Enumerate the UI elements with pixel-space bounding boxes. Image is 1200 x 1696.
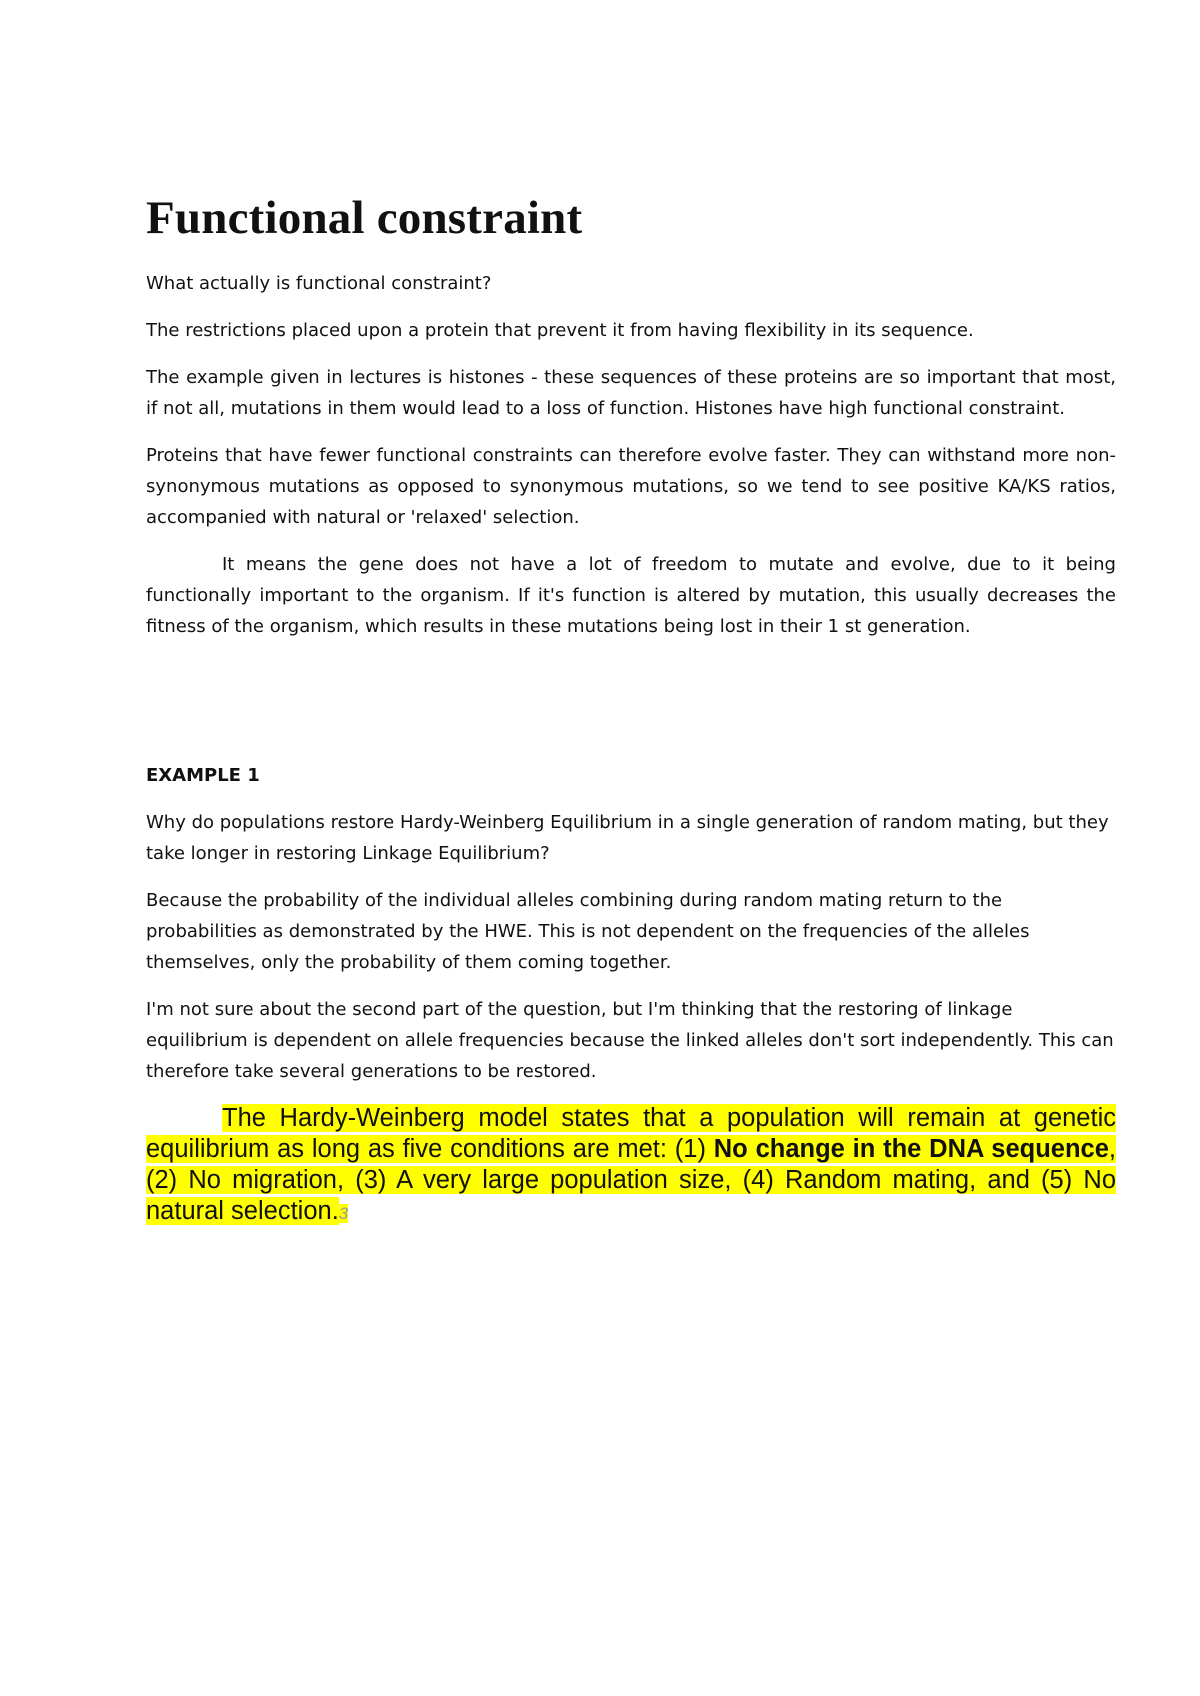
meaning-paragraph: It means the gene does not have a lot of freedom to mutate and evolve, due to it being functionally important to the organism. If it's function is altered by mutation, this usually decreases the fitness of the organism, which results in these mutations being lost in their 1 st generation.: [146, 554, 1116, 637]
section-spacer: [146, 658, 1116, 760]
histones-paragraph: The example given in lectures is histones - these sequences of these proteins are so important that most, if not all, mutations in them would lead to a loss of function. Histones have high functional constraint.: [146, 367, 1116, 419]
example-because-paragraph: Because the probability of the individual alleles combining during random mating return to the probabilities as demonstrated by the HWE. This is not dependent on the frequencies of the alleles themselves, only the probability of them coming together.: [146, 890, 1030, 973]
highlighted-bold-text: No change in the DNA sequence: [713, 1135, 1109, 1163]
highlighted-text-part2: , (2) No migration, (3) A very large population size, (4) Random mating, and (5) No natural selection.: [146, 1135, 1117, 1225]
example-heading: EXAMPLE 1: [146, 765, 260, 786]
document-content: [146, 190, 1116, 1229]
hardy-weinberg-paragraph: [146, 1103, 1116, 1229]
fewer-constraints-paragraph: Proteins that have fewer functional constraints can therefore evolve faster. They can withstand more non-synonymous mutations as opposed to synonymous mutations, so we tend to see positive KA/KS ratios, accompanied with natural or 'relaxed' selection.: [146, 445, 1116, 528]
example-unsure-paragraph: I'm not sure about the second part of the question, but I'm thinking that the restoring of linkage equilibrium is dependent on allele frequencies because the linked alleles don't sort independently. This can therefore take several generations to be restored.: [146, 999, 1114, 1082]
example-question-paragraph: Why do populations restore Hardy-Weinberg Equilibrium in a single generation of random mating, but they take longer in restoring Linkage Equilibrium?: [146, 812, 1109, 864]
reference-marker: 3: [338, 1204, 349, 1223]
question-paragraph: What actually is functional constraint?: [146, 273, 492, 294]
highlighted-text-part1: The Hardy-Weinberg model states that a population will remain at genetic equilibrium as long as five conditions are met: (1): [146, 1104, 1116, 1163]
page-title: Functional constraint: [146, 192, 583, 244]
definition-paragraph: The restrictions placed upon a protein that prevent it from having flexibility in its sequence.: [146, 320, 974, 341]
